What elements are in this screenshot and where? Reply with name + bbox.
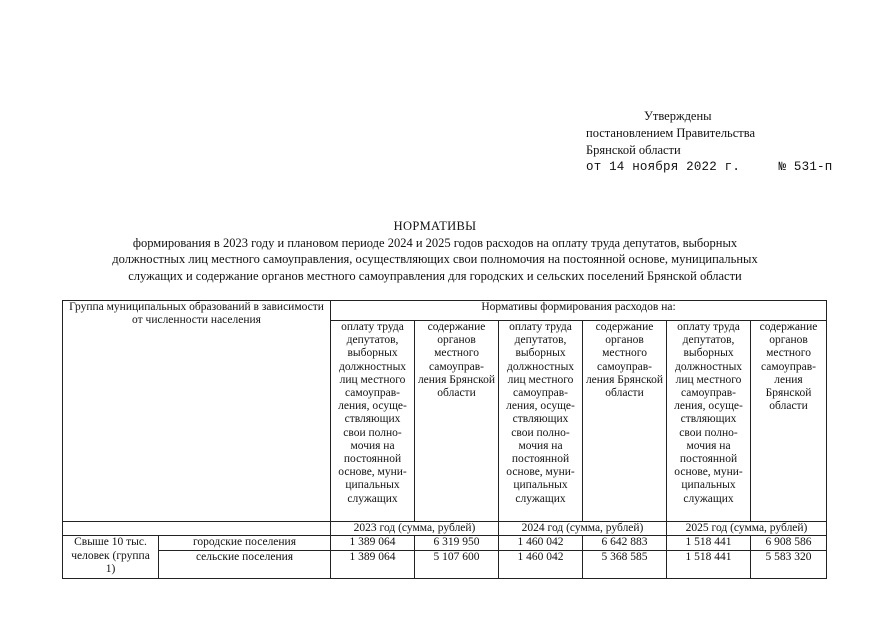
heading-line: служащих и содержание органов местного самоуправления для городских и сельских поселений Брянской области xyxy=(128,268,742,283)
value-cell: 6 908 586 xyxy=(751,536,827,551)
document-title: НОРМАТИВЫ xyxy=(393,219,477,233)
value-cell: 5 107 600 xyxy=(415,551,499,579)
col-header-maintenance: содержание органов местного самоуправ-ления Брянской области xyxy=(415,321,499,522)
value-cell: 5 583 320 xyxy=(751,551,827,579)
approval-block xyxy=(586,108,832,176)
norms-table xyxy=(62,300,827,579)
col-header-pay: оплату труда депутатов, выборных должностных лиц местного самоуправ-ления, осуще-ствляющих свои полно-мочия на постоянной основе, муни-ципальных служащих xyxy=(667,321,751,522)
value-cell: 6 319 950 xyxy=(415,536,499,551)
norms-header: Нормативы формирования расходов на: xyxy=(331,301,827,321)
approval-title: Утверждены xyxy=(644,109,712,123)
table-row xyxy=(63,536,827,551)
value-cell: 1 518 441 xyxy=(667,551,751,579)
group-header: Группа муниципальных образований в зависимости от численности населения xyxy=(63,301,331,522)
year-row-spacer xyxy=(63,522,331,536)
value-cell: 1 389 064 xyxy=(331,551,415,579)
col-header-pay: оплату труда депутатов, выборных должностных лиц местного самоуправ-ления, осуще-ствляющих свои полно-мочия на постоянной основе, муни-ципальных служащих xyxy=(331,321,415,522)
heading-line: формирования в 2023 году и плановом периоде 2024 и 2025 годов расходов на оплату труда депутатов, выборных xyxy=(132,235,738,250)
year-header-2025: 2025 год (сумма, рублей) xyxy=(667,522,827,536)
year-header-2024: 2024 год (сумма, рублей) xyxy=(499,522,667,536)
value-cell: 1 460 042 xyxy=(499,551,583,579)
value-cell: 1 460 042 xyxy=(499,536,583,551)
value-cell: 1 389 064 xyxy=(331,536,415,551)
col-header-maintenance: содержание органов местного самоуправ-ления Брянской области xyxy=(583,321,667,522)
heading-line: должностных лиц местного самоуправления, осуществляющих свои полномочия на постоянной основе, муниципальных xyxy=(112,252,758,266)
value-cell: 6 642 883 xyxy=(583,536,667,551)
col-header-pay: оплату труда депутатов, выборных должностных лиц местного самоуправ-ления, осуще-ствляющих свои полно-мочия на постоянной основе, муни-ципальных служащих xyxy=(499,321,583,522)
value-cell: 5 368 585 xyxy=(583,551,667,579)
col-header-maintenance: содержание органов местного самоуправ-ления Брянской области xyxy=(751,321,827,522)
year-header-2023: 2023 год (сумма, рублей) xyxy=(331,522,499,536)
value-cell: 1 518 441 xyxy=(667,536,751,551)
settlement-type: городские поселения xyxy=(159,536,331,551)
settlement-type: сельские поселения xyxy=(159,551,331,579)
group-label: Свыше 10 тыс. человек (группа 1) xyxy=(63,536,159,579)
table-row xyxy=(63,551,827,579)
approval-line: постановлением Правительства xyxy=(586,126,756,140)
approval-line: Брянской области xyxy=(586,143,681,157)
approval-date-line: от 14 ноября 2022 г. № 531-п xyxy=(586,160,833,174)
document-heading xyxy=(40,218,830,284)
